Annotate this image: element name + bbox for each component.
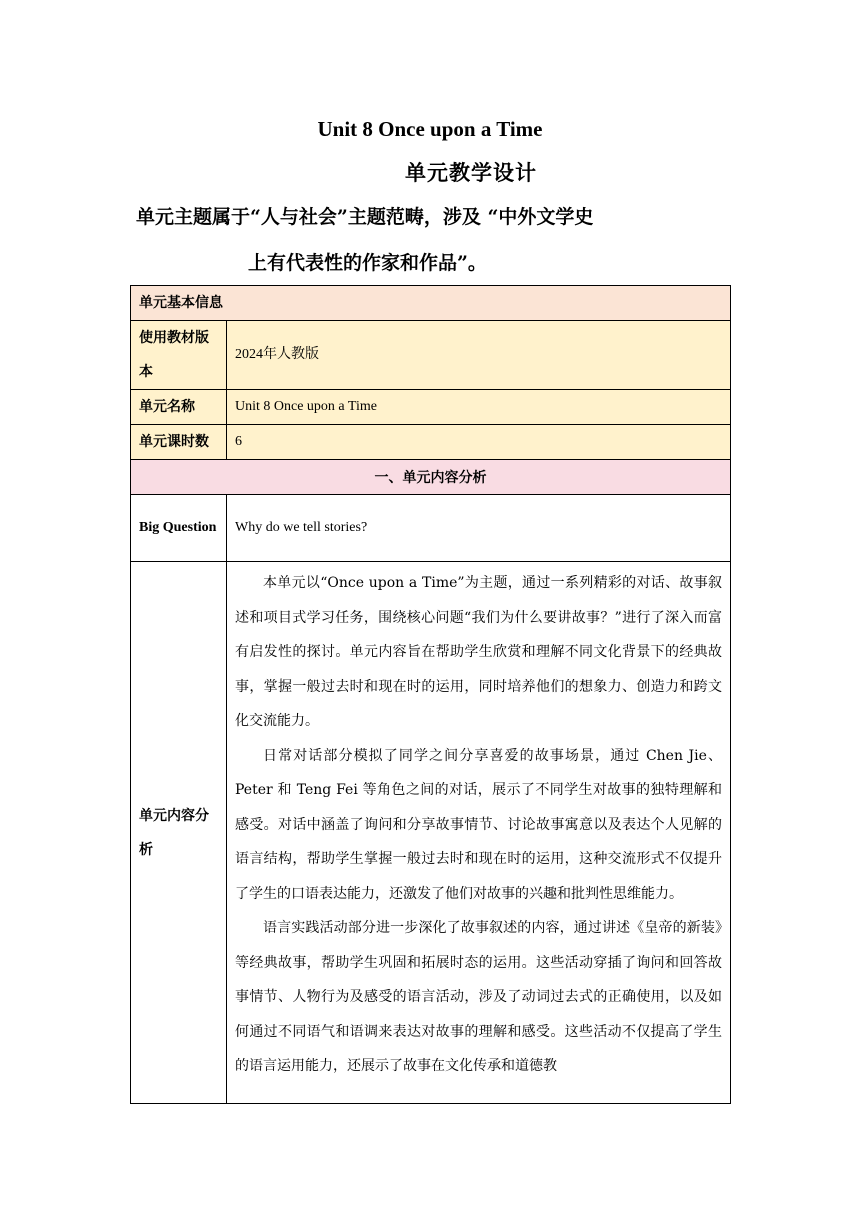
- big-question-value: Why do we tell stories?: [227, 495, 731, 562]
- content-analysis-body: [227, 562, 731, 1104]
- unit-theme-line-1: 单元主题属于“人与社会”主题范畴，涉及 “中外文学史: [136, 206, 594, 228]
- unit-theme-line-2: 上有代表性的作家和作品”。: [248, 252, 487, 274]
- section1-header-row: [131, 460, 731, 495]
- big-question-label: Big Question: [131, 495, 227, 562]
- document-title-chinese: 单元教学设计: [405, 160, 537, 185]
- document-title-english: Unit 8 Once upon a Time: [317, 117, 543, 141]
- content-analysis-row: [131, 562, 731, 1104]
- content-analysis-label: 单元内容分析: [131, 562, 227, 1104]
- textbook-label: 使用教材版本: [131, 321, 227, 390]
- content-paragraph-2: 日常对话部分模拟了同学之间分享喜爱的故事场景，通过 Chen Jie、Peter 和 Teng Fei 等角色之间的对话，展示了不同学生对故事的独特理解和感受。对话中涵盖了询问和分享故事情节、讨论故事寓意以及表达个人见解的语言结构，帮助学生掌握一般过去时和现在时的运用，这种交流形式不仅提升了学生的口语表达能力，还激发了他们对故事的兴趣和批判性思维能力。: [235, 747, 722, 902]
- textbook-row: [131, 321, 731, 390]
- content-paragraph-3: 语言实践活动部分进一步深化了故事叙述的内容，通过讲述《皇帝的新装》等经典故事，帮助学生巩固和拓展时态的运用。这些活动穿插了询问和回答故事情节、人物行为及感受的语言活动，涉及了动词过去式的正确使用，以及如何通过不同语气和语调来表达对故事的理解和感受。这些活动不仅提高了学生的语言运用能力，还展示了故事在文化传承和道德教: [235, 920, 722, 1074]
- content-paragraph-1: 本单元以“Once upon a Time”为主题，通过一系列精彩的对话、故事叙述和项目式学习任务，围绕核心问题“我们为什么要讲故事？”进行了深入而富有启发性的探讨。单元内容旨在帮助学生欣赏和理解不同文化背景下的经典故事，掌握一般过去时和现在时的运用，同时培养他们的想象力、创造力和跨文化交流能力。: [235, 575, 722, 729]
- unit-info-table: [130, 285, 731, 1104]
- hours-row: [131, 425, 731, 460]
- unit-name-row: [131, 390, 731, 425]
- section1-header: 一、单元内容分析: [131, 460, 731, 495]
- basic-info-header-row: [131, 286, 731, 321]
- textbook-value: 2024年人教版: [227, 321, 731, 390]
- hours-value: 6: [227, 425, 731, 460]
- hours-label: 单元课时数: [131, 425, 227, 460]
- unit-name-value: Unit 8 Once upon a Time: [227, 390, 731, 425]
- unit-name-label: 单元名称: [131, 390, 227, 425]
- basic-info-header: 单元基本信息: [131, 286, 731, 321]
- big-question-row: [131, 495, 731, 562]
